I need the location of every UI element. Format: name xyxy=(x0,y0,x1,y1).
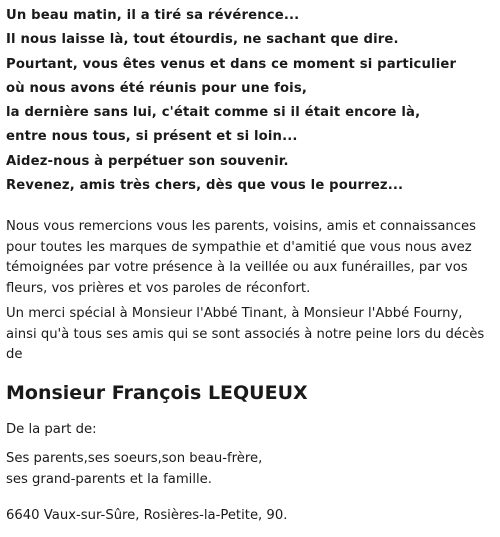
special-thanks-line: ainsi qu'à tous ses amis qui se sont associés à notre peine lors du décès xyxy=(6,326,485,342)
poem-line: entre nous tous, si présent et si loin... xyxy=(6,129,298,145)
family-line: Ses parents,ses soeurs,son beau-frère, xyxy=(6,451,263,467)
card-page xyxy=(6,4,494,527)
poem-line: Aidez-nous à perpétuer son souvenir. xyxy=(6,153,289,169)
thanks-paragraph xyxy=(6,217,494,299)
from-label: De la part de: xyxy=(6,421,97,437)
poem-line: Revenez, amis très chers, dès que vous le pourrez... xyxy=(6,178,404,194)
special-thanks-line: de xyxy=(6,347,23,363)
thanks-line: fleurs, vos prières et vos paroles de réconfort. xyxy=(6,280,311,296)
poem-line: Un beau matin, il a tiré sa révérence... xyxy=(6,8,300,23)
family-list xyxy=(6,449,494,490)
address: 6640 Vaux-sur-Sûre, Rosières-la-Petite, 90. xyxy=(6,508,288,524)
thanks-line: pour toutes les marques de sympathie et d'amitié que vous nous avez xyxy=(6,239,472,255)
thanks-line: témoignées par votre présence à la veillée ou aux funérailles, par vos xyxy=(6,260,468,276)
poem-line: Pourtant, vous êtes venus et dans ce moment si particulier xyxy=(6,56,457,72)
family-line: ses grand-parents et la famille. xyxy=(6,471,212,487)
special-thanks-line: Un merci spécial à Monsieur l'Abbé Tinant, à Monsieur l'Abbé Fourny, xyxy=(6,306,463,322)
poem-line: Il nous laisse là, tout étourdis, ne sachant que dire. xyxy=(6,32,399,48)
deceased-name: Monsieur François LEQUEUX xyxy=(6,381,308,404)
poem-line: où nous avons été réunis pour une fois, xyxy=(6,80,307,96)
poem-line: la dernière sans lui, c'était comme si il était encore là, xyxy=(6,105,421,121)
special-thanks-paragraph xyxy=(6,304,494,366)
thanks-line: Nous vous remercions vous les parents, voisins, amis et connaissances xyxy=(6,219,477,235)
poem-block xyxy=(6,4,494,198)
